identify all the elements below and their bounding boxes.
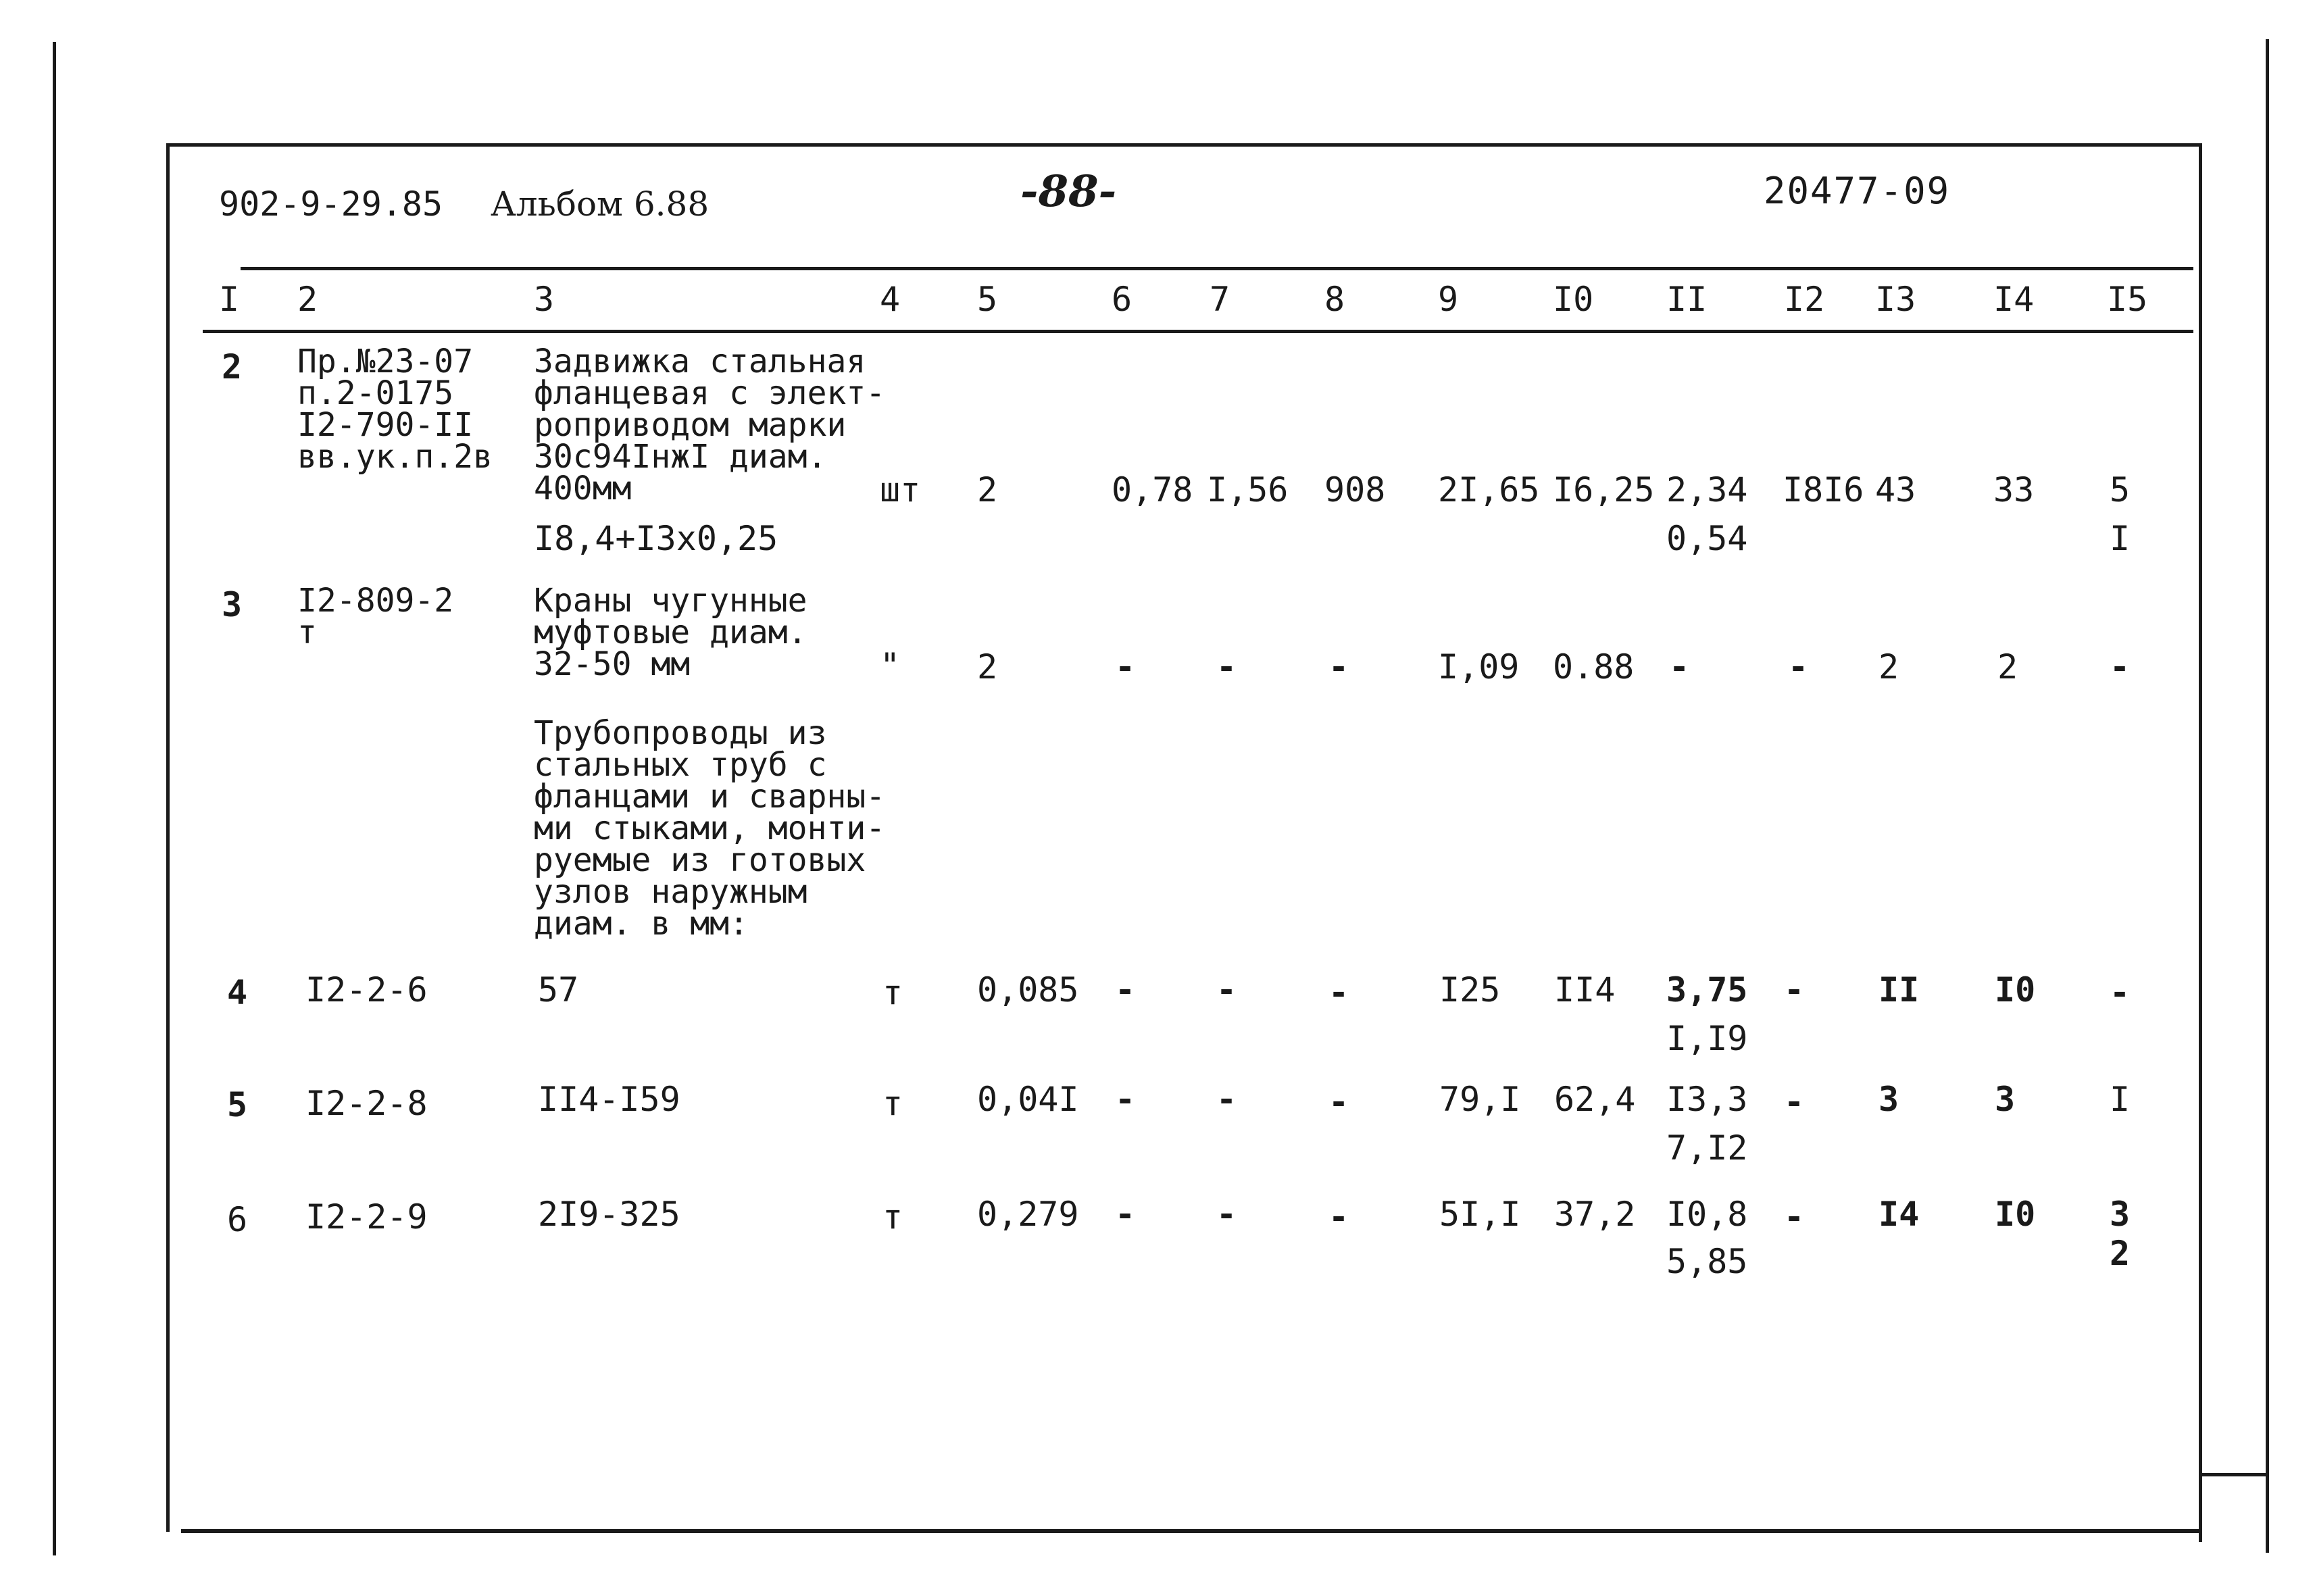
col-header-9: 9	[1438, 280, 1459, 319]
col-header-5: 5	[977, 280, 998, 319]
row-col15-sub: I	[2110, 519, 2131, 558]
row-col9: 79,I	[1439, 1080, 1521, 1119]
row-col13: 3	[1878, 1080, 1899, 1119]
col-header-14: I4	[1993, 280, 2035, 319]
album-label: Альбом 6.88	[491, 184, 710, 224]
col-header-7: 7	[1210, 280, 1230, 319]
row-reference: I2-2-9	[305, 1197, 428, 1237]
row-col11: 3,75	[1666, 970, 1748, 1009]
row-col15-sub: 2	[2110, 1234, 2131, 1273]
row-col14: 3	[1995, 1080, 2016, 1119]
series-code: 902-9-29.85	[219, 184, 443, 224]
row-col10: I6,25	[1553, 470, 1655, 509]
row-col15: I	[2110, 1080, 2131, 1119]
row-col15: 5	[2110, 470, 2131, 509]
row-col8: -	[1328, 1082, 1349, 1122]
row-col13: II	[1878, 970, 1920, 1009]
row-col12: I8I6	[1783, 470, 1864, 509]
frame-stub	[2199, 1473, 2269, 1476]
row-col11: -	[1669, 647, 1690, 687]
row-col14: 2	[1997, 647, 2018, 687]
row-col10: II4	[1554, 970, 1616, 1009]
row-qty: 2	[977, 647, 998, 687]
row-name: 57	[538, 970, 579, 1009]
page-edge-right	[2266, 39, 2269, 1553]
row-col9: I,09	[1438, 647, 1520, 687]
row-col10: 62,4	[1554, 1080, 1636, 1119]
row-col11: I0,8	[1666, 1195, 1748, 1234]
row-col12: -	[1784, 1197, 1805, 1237]
col-header-4: 4	[880, 280, 901, 319]
row-col6: -	[1115, 647, 1136, 687]
col-header-3: 3	[534, 280, 555, 319]
row-col13: I4	[1878, 1195, 1920, 1234]
row-col7: -	[1216, 1080, 1237, 1119]
row-col6: -	[1115, 1195, 1136, 1234]
row-col7: -	[1216, 1195, 1237, 1234]
row-col12: -	[1784, 970, 1805, 1009]
row-name: 2I9-325	[538, 1195, 680, 1234]
row-number: 2	[222, 347, 243, 386]
row-name-extra: I8,4+I3х0,25	[534, 519, 778, 558]
row-col9: 5I,I	[1439, 1195, 1521, 1234]
col-header-1: I	[219, 280, 240, 319]
row-col11: 2,34	[1666, 470, 1748, 509]
row-col15: -	[2110, 973, 2131, 1012]
row-reference: I2-2-6	[305, 970, 428, 1009]
row-number: 6	[227, 1200, 248, 1239]
frame-right	[2199, 143, 2202, 1542]
row-col13: 43	[1875, 470, 1916, 509]
row-unit: т	[882, 1197, 903, 1237]
col-header-2: 2	[297, 280, 318, 319]
row-col6: -	[1115, 1080, 1136, 1119]
row-col8: 908	[1324, 470, 1386, 509]
col-header-6: 6	[1112, 280, 1132, 319]
col-header-10: I0	[1553, 280, 1594, 319]
row-name: Краны чугунные муфтовые диам. 32-50 мм	[534, 582, 807, 683]
row-name: II4-I59	[538, 1080, 680, 1119]
col-header-15: I5	[2107, 280, 2148, 319]
row-col8: -	[1328, 973, 1349, 1012]
row-qty: 0,04I	[977, 1080, 1079, 1119]
col-header-13: I3	[1875, 280, 1916, 319]
col-header-8: 8	[1324, 280, 1345, 319]
section-heading: Трубопроводы из стальных труб с фланцами и сварны- ми стыками, монти- руемые из готовых узлов наружным диам. в мм:	[534, 714, 886, 943]
row-col15: 3	[2110, 1195, 2131, 1234]
row-col13: 2	[1878, 647, 1899, 687]
row-col15: -	[2110, 647, 2131, 687]
row-col6: -	[1115, 970, 1136, 1009]
row-col14: I0	[1995, 970, 2036, 1009]
row-number: 4	[227, 973, 248, 1012]
row-col11-sub: 7,I2	[1666, 1128, 1748, 1168]
row-col7: -	[1216, 970, 1237, 1009]
header-rule-top	[241, 267, 2193, 270]
row-col9: I25	[1439, 970, 1501, 1009]
frame-left	[166, 143, 170, 1532]
document-code: 20477-09	[1764, 170, 1951, 212]
row-col9: 2I,65	[1438, 470, 1540, 509]
row-reference: I2-809-2 т	[297, 582, 454, 651]
row-unit: шт	[880, 470, 921, 509]
frame-top	[166, 143, 2201, 147]
row-col6: 0,78	[1112, 470, 1193, 509]
row-col11-sub: 5,85	[1666, 1242, 1748, 1281]
row-col14: 33	[1993, 470, 2035, 509]
row-qty: 2	[977, 470, 998, 509]
row-col11-sub: I,I9	[1666, 1019, 1748, 1058]
row-unit: т	[882, 1084, 903, 1123]
row-col11: I3,3	[1666, 1080, 1748, 1119]
row-col14: I0	[1995, 1195, 2036, 1234]
page-edge-left	[53, 42, 56, 1555]
row-col11-sub: 0,54	[1666, 519, 1748, 558]
row-qty: 0,085	[977, 970, 1079, 1009]
row-qty: 0,279	[977, 1195, 1079, 1234]
row-col8: -	[1328, 1197, 1349, 1237]
col-header-11: II	[1666, 280, 1708, 319]
col-header-12: I2	[1784, 280, 1825, 319]
row-col10: 37,2	[1554, 1195, 1636, 1234]
row-number: 5	[227, 1085, 248, 1124]
frame-bottom	[181, 1529, 2201, 1533]
row-col7: I,56	[1207, 470, 1289, 509]
row-col10: 0.88	[1553, 647, 1635, 687]
row-unit: т	[882, 973, 903, 1012]
row-name: Задвижка стальная фланцевая с элект- роприводом марки 30с94IнжI диам. 400мм	[534, 343, 886, 507]
row-col12: -	[1788, 647, 1809, 687]
row-unit: "	[880, 646, 901, 685]
row-reference: I2-2-8	[305, 1084, 428, 1123]
row-col7: -	[1216, 647, 1237, 687]
header-rule-bottom	[203, 330, 2193, 333]
row-reference: Пр.№23-07 п.2-0175 I2-790-II вв.ук.п.2в	[297, 343, 493, 476]
row-number: 3	[222, 585, 243, 624]
row-col12: -	[1784, 1082, 1805, 1122]
sheet-number: -88-	[1020, 166, 1117, 217]
row-col8: -	[1328, 647, 1349, 687]
